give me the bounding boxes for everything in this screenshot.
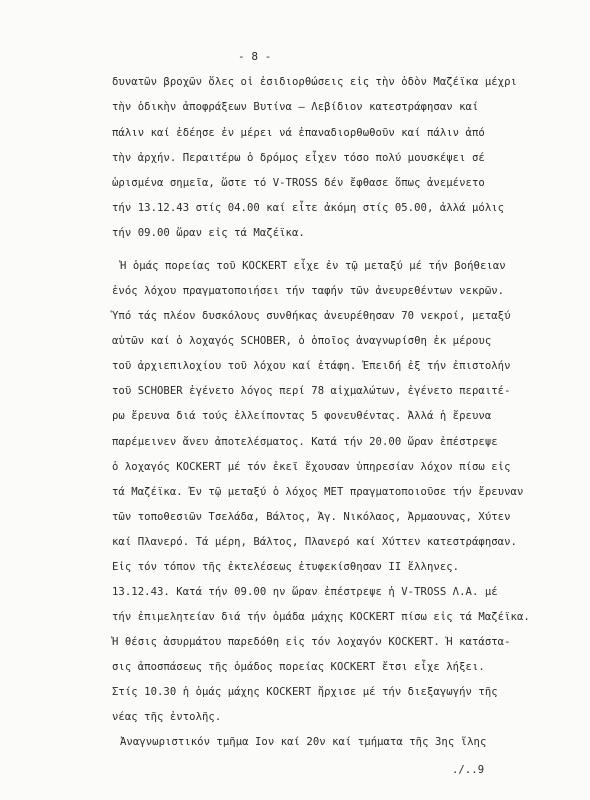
text-line: καί Πλανερό. Τά μέρη, Βάλτος, Πλανερό καί Χύττεν κατεστράφησαν.: [112, 536, 517, 548]
paragraph-start-line: 13.12.43. Κατά τήν 09.00 ην ὥραν ἐπέστρεψε ἡ V-TROSS Λ.Α. μέ: [112, 586, 498, 598]
text-line: αὐτῶν καί ὁ λοχαγός SCHOBER, ὁ ὁποῖος ἀναγνωρίσθη ἐκ μέρους: [112, 335, 492, 347]
text-line: νέας τῆς ἐντολῆς.: [112, 711, 222, 723]
text-line: Ἡ θέσις ἀσυρμάτου παρεδόθη εἰς τόν λοχαγόν KOCKERT. Ἡ κατάστα-: [112, 636, 511, 648]
text-line: σις ἀποσπάσεως τῆς ὁμάδος πορείας KOCKERT ἔτσι εἶχε λήξει.: [112, 661, 485, 673]
text-line: Εἰς τόν τόπον τῆς ἐκτελέσεως ἐτυφεκίσθησαν II ἕλληνες.: [112, 561, 460, 573]
page-number: - 8 -: [238, 50, 272, 63]
text-line: τά Μαζέϊκα. Ἐν τῷ μεταξύ ὁ λόχος MET πραγματοποιοῦσε τήν ἔρευναν: [112, 486, 524, 498]
text-line: ἑνός λόχου πραγματοποιήσει τήν ταφήν τῶν ἀνευρεθέντων νεκρῶν.: [112, 285, 505, 297]
text-line: τήν 13.12.43 στίς 04.00 καί εἶτε ἀκόμη στίς 05.00, ἀλλά μόλις: [112, 202, 505, 214]
text-line: παρέμεινεν ἄνευ ἀποτελέσματος. Κατά τήν 20.00 ὥραν ἐπέστρεψε: [112, 436, 498, 448]
text-line: τήν 09.00 ὥραν εἰς τά Μαζέϊκα.: [112, 227, 305, 239]
text-line: τοῦ SCHOBER ἐγένετο λόγος περί 78 αἰχμαλώτων, ἐγένετο περαιτέ-: [112, 385, 511, 397]
continuation-mark: ./..9: [452, 764, 485, 776]
text-line: ὁ λοχαγός KOCKERT μέ τόν ἐκεῖ ἔχουσαν ὑπηρεσίαν λόχον πίσω εἰς: [112, 461, 511, 473]
text-line: τῶν τοποθεσιῶν Τσελάδα, Βάλτος, Ἁγ. Νικόλαος, Ἀρμαουνας, Χύτεν: [112, 511, 511, 523]
text-line: Στίς 10.30 ἡ ὁμάς μάχης KOCKERT ἤρχισε μέ τήν διεξαγωγήν τῆς: [112, 686, 498, 698]
paragraph-start-line: Ἡ ὁμάς πορείας τοῦ KOCKERT εἶχε ἐν τῷ μεταξύ μέ τήν βοήθειαν: [120, 260, 506, 272]
text-line: πάλιν καί ἐδέησε ἐν μέρει νά ἐπαναδιορθωθοῦν καί πάλιν ἀπό: [112, 127, 485, 139]
text-line: ὡρισμένα σημεῖα, ὥστε τό V-TROSS δέν ἔφθασε ὅπως ἀνεμένετο: [112, 177, 485, 189]
text-line: δυνατῶν βροχῶν ὅλες οἱ ἐσιδιορθώσεις εἰς τὴν ὁδὸν Μαζέϊκα μέχρι: [112, 76, 517, 88]
text-line: ρω ἔρευνα διά τούς ἐλλείποντας 5 φονευθέντας. Ἀλλά ἡ ἔρευνα: [112, 410, 492, 422]
text-line: τὴν ὁδικὴν ἀποφράξεων Βυτίνα – Λεβίδιον κατεστράφησαν καί: [112, 101, 479, 113]
text-line: τήν ἐπιμελητείαν διά τήν ὁμάδα μάχης KOCKERT πίσω εἰς τά Μαζέϊκα.: [112, 611, 530, 623]
text-line: τὴν ἀρχήν. Περαιτέρω ὁ δρόμος εἶχεν τόσο πολύ μουσκέψει σέ: [112, 152, 485, 164]
text-line: Ὑπό τάς πλέον δυσκόλους συνθήκας ἀνευρέθησαν 70 νεκροί, μεταξύ: [112, 310, 511, 322]
paragraph-start-line: Ἀναγνωριστικόν τμῆμα Ιον καί 20ν καί τμήματα τῆς 3ης ἴλης: [120, 736, 487, 748]
text-line: τοῦ ἀρχιεπιλοχίου τοῦ λόχου καί ἐτάφη. Ἐπειδή ἐξ τήν ἐπιστολήν: [112, 360, 511, 372]
